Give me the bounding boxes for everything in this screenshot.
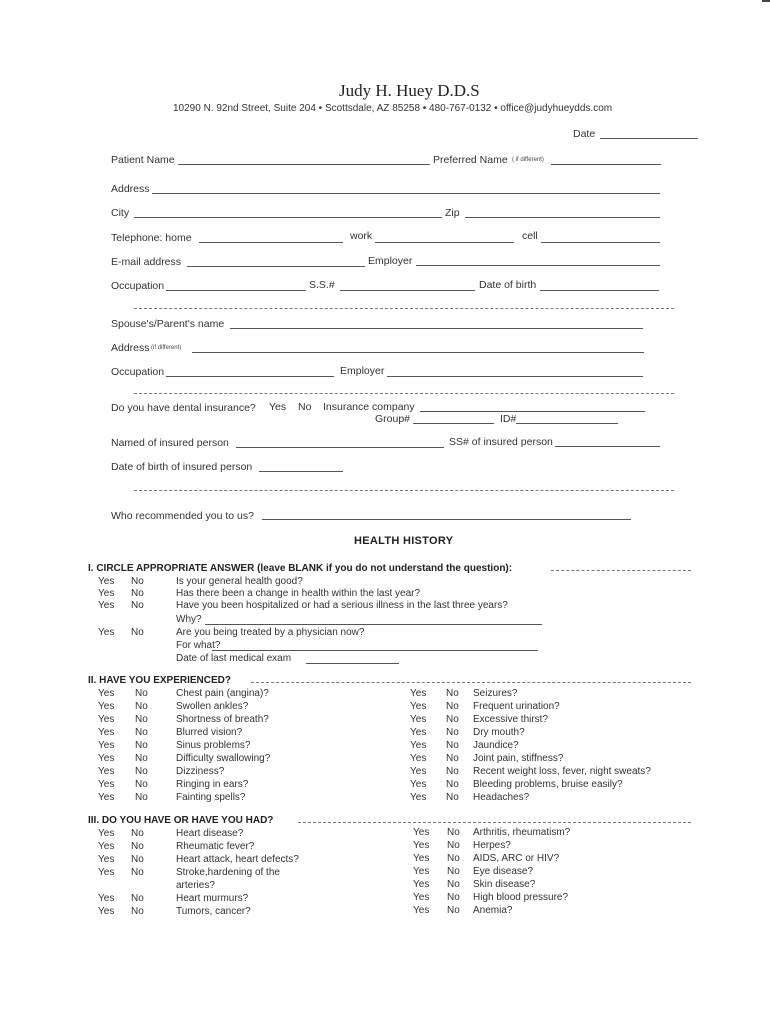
answer-yes-option[interactable]: Yes bbox=[98, 701, 115, 712]
employer-label: Employer bbox=[368, 255, 413, 267]
question-text: Has there been a change in health within the last year? bbox=[176, 588, 421, 599]
answer-no-option[interactable]: No bbox=[131, 841, 144, 852]
section-1-rule bbox=[551, 570, 691, 571]
answer-no-option[interactable]: No bbox=[135, 727, 148, 738]
question-text: Shortness of breath? bbox=[176, 714, 269, 725]
question-text: Is your general health good? bbox=[176, 576, 303, 587]
page-corner-mark bbox=[762, 0, 770, 2]
answer-no-option[interactable]: No bbox=[131, 576, 144, 587]
question-text: Chest pain (angina)? bbox=[176, 688, 269, 699]
answer-yes-option[interactable]: Yes bbox=[413, 827, 430, 838]
question-text: Jaundice? bbox=[473, 740, 519, 751]
answer-yes-option[interactable]: Yes bbox=[98, 714, 115, 725]
spouse-address-label: Address bbox=[111, 342, 150, 354]
dob-field[interactable] bbox=[540, 290, 659, 291]
answer-no-option[interactable]: No bbox=[135, 701, 148, 712]
dob-label: Date of birth bbox=[479, 279, 537, 291]
spouse-occupation-field[interactable] bbox=[166, 376, 334, 377]
answer-yes-option[interactable]: Yes bbox=[413, 892, 430, 903]
section-2-heading: II. HAVE YOU EXPERIENCED? bbox=[88, 675, 231, 686]
answer-no-option[interactable]: No bbox=[447, 892, 460, 903]
insured-name-field[interactable] bbox=[236, 447, 444, 448]
answer-yes-option[interactable]: Yes bbox=[410, 727, 427, 738]
answer-no-option[interactable]: No bbox=[131, 600, 144, 611]
email-label: E-mail address bbox=[111, 256, 182, 268]
section-3-heading: III. DO YOU HAVE OR HAVE YOU HAD? bbox=[88, 815, 274, 826]
question-text: AIDS, ARC or HIV? bbox=[473, 853, 560, 864]
answer-no-option[interactable]: No bbox=[447, 879, 460, 890]
question-text: Heart murmurs? bbox=[176, 893, 249, 904]
answer-yes-option[interactable]: Yes bbox=[410, 779, 427, 790]
spouse-address-field[interactable] bbox=[192, 352, 644, 353]
answer-yes-option[interactable]: Yes bbox=[98, 576, 115, 587]
spouse-name-label: Spouse's/Parent's name bbox=[111, 318, 225, 330]
answer-yes-option[interactable]: Yes bbox=[98, 792, 115, 803]
answer-yes-option[interactable]: Yes bbox=[98, 600, 115, 611]
email-field[interactable] bbox=[187, 266, 365, 267]
answer-yes-option[interactable]: Yes bbox=[98, 906, 115, 917]
answer-no-option[interactable]: No bbox=[135, 766, 148, 777]
answer-no-option[interactable]: No bbox=[446, 779, 459, 790]
address-field[interactable] bbox=[152, 193, 660, 194]
group-field[interactable] bbox=[413, 423, 494, 424]
preferred-name-label: Preferred Name bbox=[433, 154, 508, 166]
question-text: Date of last medical exam bbox=[176, 653, 292, 664]
divider bbox=[134, 393, 674, 394]
question-text: Anemia? bbox=[473, 905, 513, 916]
answer-no-option[interactable]: No bbox=[446, 714, 459, 725]
question-text: Heart disease? bbox=[176, 828, 244, 839]
answer-no-option[interactable]: No bbox=[131, 893, 144, 904]
question-text: Have you been hospitalized or had a serious illness in the last three years? bbox=[176, 600, 508, 611]
answer-no-option[interactable]: No bbox=[131, 854, 144, 865]
question-text: Ringing in ears? bbox=[176, 779, 249, 790]
id-field[interactable] bbox=[516, 423, 618, 424]
question-text: Bleeding problems, bruise easily? bbox=[473, 779, 623, 790]
answer-yes-option[interactable]: Yes bbox=[98, 867, 115, 878]
answer-no-option[interactable]: No bbox=[446, 701, 459, 712]
answer-yes-option[interactable]: Yes bbox=[410, 740, 427, 751]
answer-no-option[interactable]: No bbox=[447, 866, 460, 877]
spouse-employer-field[interactable] bbox=[387, 376, 643, 377]
insured-ss-field[interactable] bbox=[555, 446, 660, 447]
question-text: Tumors, cancer? bbox=[176, 906, 251, 917]
insured-name-label: Named of insured person bbox=[111, 437, 229, 449]
divider bbox=[134, 308, 674, 309]
ss-field[interactable] bbox=[340, 290, 475, 291]
spouse-occupation-label: Occupation bbox=[111, 366, 165, 378]
answer-yes-option[interactable]: Yes bbox=[98, 627, 115, 638]
question-text: Are you being treated by a physician now? bbox=[176, 627, 365, 638]
question-text: Frequent urination? bbox=[473, 701, 560, 712]
question-text: Skin disease? bbox=[473, 879, 536, 890]
divider bbox=[134, 490, 674, 491]
answer-yes-option[interactable]: Yes bbox=[98, 828, 115, 839]
answer-no-option[interactable]: No bbox=[446, 766, 459, 777]
section-1-heading: I. CIRCLE APPROPRIATE ANSWER (leave BLANK if you do not understand the question): bbox=[88, 563, 513, 574]
question-text: Recent weight loss, fever, night sweats? bbox=[473, 766, 651, 777]
recommended-by-label: Who recommended you to us? bbox=[111, 510, 254, 522]
health-history-heading: HEALTH HISTORY bbox=[354, 535, 454, 547]
question-text: Herpes? bbox=[473, 840, 511, 851]
last-exam-date-field[interactable] bbox=[306, 663, 399, 664]
insured-ss-label: SS# of insured person bbox=[449, 436, 553, 448]
answer-yes-option[interactable]: Yes bbox=[98, 588, 115, 599]
preferred-name-field[interactable] bbox=[551, 164, 661, 165]
answer-yes-option[interactable]: Yes bbox=[413, 879, 430, 890]
answer-yes-option[interactable]: Yes bbox=[98, 779, 115, 790]
employer-field[interactable] bbox=[416, 265, 660, 266]
question-text: Why? bbox=[176, 614, 202, 625]
question-text: Dry mouth? bbox=[473, 727, 525, 738]
answer-no-option[interactable]: No bbox=[446, 727, 459, 738]
recommended-by-field[interactable] bbox=[262, 519, 631, 520]
address-label: Address bbox=[111, 183, 150, 195]
insurance-no-option[interactable]: No bbox=[298, 401, 312, 413]
answer-no-option[interactable]: No bbox=[447, 827, 460, 838]
city-label: City bbox=[111, 207, 130, 219]
telephone-cell-field[interactable] bbox=[541, 242, 660, 243]
question-text: Excessive thirst? bbox=[473, 714, 549, 725]
dental-insurance-question: Do you have dental insurance? bbox=[111, 402, 256, 414]
answer-no-option[interactable]: No bbox=[131, 828, 144, 839]
telephone-home-label: Telephone: home bbox=[111, 232, 192, 244]
answer-yes-option[interactable]: Yes bbox=[410, 753, 427, 764]
section-2-rule bbox=[251, 682, 691, 683]
zip-field[interactable] bbox=[465, 217, 660, 218]
answer-no-option[interactable]: No bbox=[135, 714, 148, 725]
answer-yes-option[interactable]: Yes bbox=[98, 893, 115, 904]
answer-no-option[interactable]: No bbox=[447, 905, 460, 916]
section-3-rule bbox=[298, 822, 691, 823]
answer-yes-option[interactable]: Yes bbox=[413, 905, 430, 916]
question-text: For what? bbox=[176, 640, 221, 651]
answer-yes-option[interactable]: Yes bbox=[98, 753, 115, 764]
answer-no-option[interactable]: No bbox=[131, 906, 144, 917]
answer-no-option[interactable]: No bbox=[446, 688, 459, 699]
answer-no-option[interactable]: No bbox=[135, 792, 148, 803]
answer-no-option[interactable]: No bbox=[131, 627, 144, 638]
question-text: arteries? bbox=[176, 880, 215, 891]
office-address: 10290 N. 92nd Street, Suite 204 • Scottsdale, AZ 85258 • 480-767-0132 • office@judyhueydds.com bbox=[173, 103, 613, 114]
answer-yes-option[interactable]: Yes bbox=[413, 866, 430, 877]
ss-label: S.S.# bbox=[309, 279, 335, 291]
question-text: Swollen ankles? bbox=[176, 701, 249, 712]
answer-yes-option[interactable]: Yes bbox=[410, 792, 427, 803]
answer-no-option[interactable]: No bbox=[131, 867, 144, 878]
why-field[interactable] bbox=[205, 624, 542, 625]
answer-no-option[interactable]: No bbox=[446, 753, 459, 764]
answer-yes-option[interactable]: Yes bbox=[413, 840, 430, 851]
answer-yes-option[interactable]: Yes bbox=[98, 841, 115, 852]
answer-yes-option[interactable]: Yes bbox=[98, 766, 115, 777]
question-text: High blood pressure? bbox=[473, 892, 569, 903]
question-text: Arthritis, rheumatism? bbox=[473, 827, 571, 838]
question-text: Seizures? bbox=[473, 688, 518, 699]
question-text: Fainting spells? bbox=[176, 792, 246, 803]
occupation-field[interactable] bbox=[166, 290, 306, 291]
answer-no-option[interactable]: No bbox=[135, 753, 148, 764]
insurance-company-field[interactable] bbox=[420, 411, 645, 412]
spouse-name-field[interactable] bbox=[230, 328, 643, 329]
date-field[interactable] bbox=[600, 138, 698, 139]
city-field[interactable] bbox=[134, 217, 442, 218]
date-label: Date bbox=[573, 128, 596, 140]
answer-yes-option[interactable]: Yes bbox=[410, 766, 427, 777]
group-label: Group# bbox=[375, 413, 411, 425]
answer-yes-option[interactable]: Yes bbox=[413, 853, 430, 864]
insurance-yes-option[interactable]: Yes bbox=[269, 401, 287, 413]
answer-yes-option[interactable]: Yes bbox=[410, 701, 427, 712]
answer-no-option[interactable]: No bbox=[447, 840, 460, 851]
spouse-employer-label: Employer bbox=[340, 365, 385, 377]
id-label: ID# bbox=[500, 413, 517, 425]
patient-name-label: Patient Name bbox=[111, 154, 175, 166]
answer-no-option[interactable]: No bbox=[135, 779, 148, 790]
telephone-cell-label: cell bbox=[522, 230, 538, 242]
telephone-home-field[interactable] bbox=[199, 242, 343, 243]
question-text: Heart attack, heart defects? bbox=[176, 854, 299, 865]
telephone-work-field[interactable] bbox=[375, 242, 514, 243]
answer-no-option[interactable]: No bbox=[135, 740, 148, 751]
preferred-name-note: ( if different) bbox=[512, 157, 544, 163]
question-text: Joint pain, stiffness? bbox=[473, 753, 564, 764]
question-text: Stroke,hardening of the bbox=[176, 867, 280, 878]
occupation-label: Occupation bbox=[111, 280, 165, 292]
question-text: Blurred vision? bbox=[176, 727, 243, 738]
for-what-field[interactable] bbox=[212, 650, 538, 651]
question-text: Headaches? bbox=[473, 792, 530, 803]
answer-yes-option[interactable]: Yes bbox=[98, 854, 115, 865]
answer-no-option[interactable]: No bbox=[447, 853, 460, 864]
answer-yes-option[interactable]: Yes bbox=[98, 727, 115, 738]
answer-yes-option[interactable]: Yes bbox=[410, 714, 427, 725]
answer-no-option[interactable]: No bbox=[446, 792, 459, 803]
question-text: Dizziness? bbox=[176, 766, 225, 777]
question-text: Sinus problems? bbox=[176, 740, 251, 751]
answer-yes-option[interactable]: Yes bbox=[98, 740, 115, 751]
question-text: Difficulty swallowing? bbox=[176, 753, 271, 764]
answer-yes-option[interactable]: Yes bbox=[410, 688, 427, 699]
page-title: Judy H. Huey D.D.S bbox=[339, 81, 480, 100]
insured-dob-field[interactable] bbox=[259, 471, 343, 472]
answer-no-option[interactable]: No bbox=[446, 740, 459, 751]
answer-no-option[interactable]: No bbox=[135, 688, 148, 699]
answer-yes-option[interactable]: Yes bbox=[98, 688, 115, 699]
spouse-address-note: (if different) bbox=[151, 345, 182, 351]
insured-dob-label: Date of birth of insured person bbox=[111, 461, 253, 473]
question-text: Eye disease? bbox=[473, 866, 534, 877]
question-text: Rheumatic fever? bbox=[176, 841, 255, 852]
telephone-work-label: work bbox=[350, 230, 373, 242]
insurance-company-label: Insurance company bbox=[323, 401, 415, 413]
zip-label: Zip bbox=[445, 207, 460, 219]
answer-no-option[interactable]: No bbox=[131, 588, 144, 599]
patient-name-field[interactable] bbox=[178, 164, 430, 165]
